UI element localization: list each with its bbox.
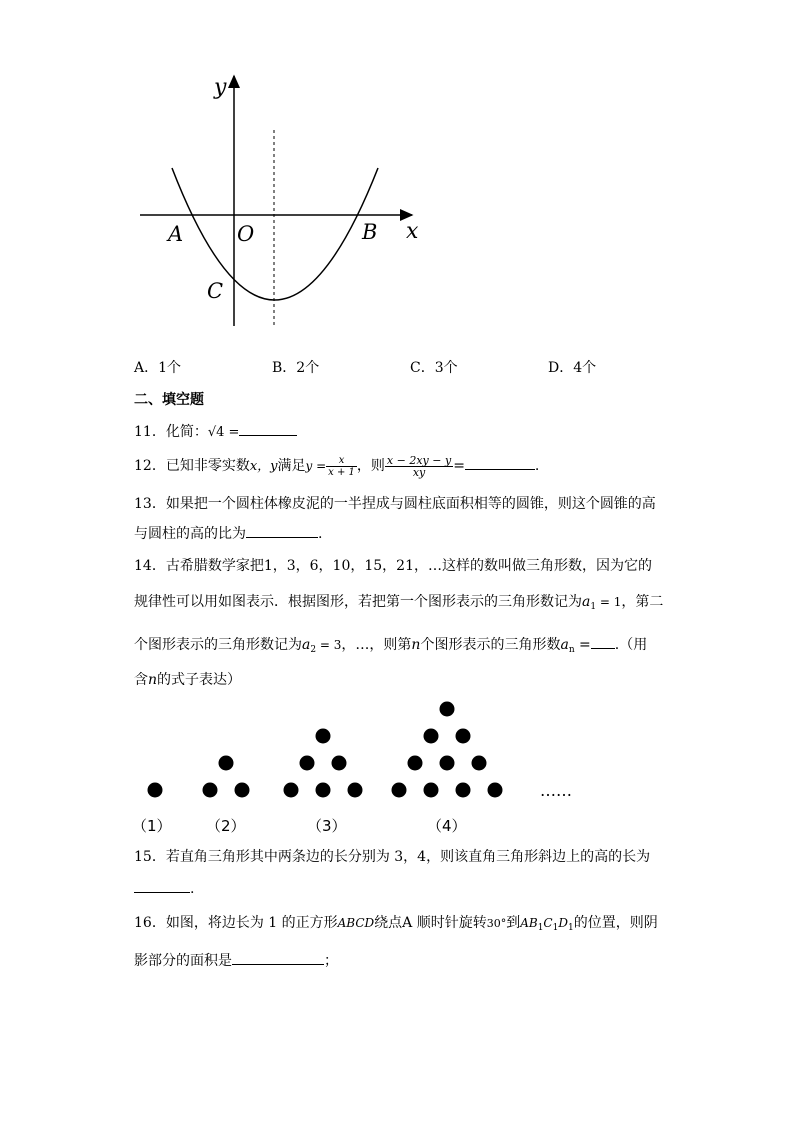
answer-blank-13[interactable] (246, 523, 318, 538)
answer-blank-11[interactable] (239, 421, 297, 436)
answer-blank-15[interactable] (134, 878, 190, 893)
dot-fig3 (316, 729, 331, 744)
figure-label-3: （3） (307, 817, 347, 835)
dot-fig4 (440, 756, 455, 771)
label-y: y (214, 75, 227, 100)
label-C: C (207, 279, 224, 303)
label-O: O (237, 222, 255, 246)
dot-fig2 (219, 756, 234, 771)
figure-label-1: （1） (132, 817, 172, 835)
answer-blank-16[interactable] (232, 950, 324, 965)
parabola-graph (130, 68, 430, 338)
answer-blank-12[interactable] (465, 455, 535, 470)
sqrt-expression: √4 = (207, 425, 240, 440)
dot-fig2 (203, 783, 218, 798)
dot-fig4 (408, 756, 423, 771)
dot-fig3 (332, 756, 347, 771)
question-14-line1: 14．古希腊数学家把1，3，6，10，15，21，…这样的数叫做三角形数，因为它的 (134, 558, 652, 574)
question-14-line2: 规律性可以用如图表示．根据图形，若把第一个图形表示的三角形数记为$a_1 = 1$，第二 (134, 594, 664, 612)
choice-d: D．4个 (548, 360, 597, 376)
fraction-2: $\frac{x - 2xy - y}{xy}$ (386, 453, 452, 479)
dot-fig4 (472, 756, 487, 771)
dot-fig4 (424, 783, 439, 798)
figure-label-4: （4） (427, 817, 467, 835)
figure-label-2: （2） (206, 817, 246, 835)
dot-group (148, 702, 503, 798)
question-14-line4: 含n的式子表达） (134, 672, 242, 688)
question-16-line1: 16．如图，将边长为 1 的正方形ABCD绕点A 顺时针旋转30°到$AB_1C_1D_1$的位置，则阴 (134, 915, 658, 933)
triangular-number-figures (130, 690, 610, 810)
dot-fig4 (488, 783, 503, 798)
question-13-line2: 与圆柱的高的比为 . (134, 523, 322, 544)
label-A: A (168, 222, 184, 246)
question-11: 11．化简：√4 = (134, 421, 297, 443)
dot-fig3 (284, 783, 299, 798)
question-15-line2: . (134, 878, 194, 899)
ellipsis: …… (540, 781, 572, 800)
parabola-curve (172, 168, 378, 300)
choice-a: A．1个 (134, 360, 182, 376)
dot-fig4 (392, 783, 407, 798)
question-14-line3: 个图形表示的三角形数记为$a_2 = 3$，…，则第n个图形表示的三角形数$a_n$ = .（用 (134, 634, 647, 660)
question-13-line1: 13．如果把一个圆柱体橡皮泥的一半捏成与圆柱底面积相等的圆锥，则这个圆锥的高 (134, 496, 656, 512)
question-15-line1: 15．若直角三角形其中两条边的长分别为 3，4，则该直角三角形斜边上的高的长为 (134, 849, 651, 865)
dot-fig4 (456, 783, 471, 798)
question-12: 12．已知非零实数x，y满足y = $\frac{x}{x + 1}$ ，则 $\frac{x - 2xy - y}{xy}$ = . (134, 453, 540, 479)
dot-fig4 (440, 702, 455, 717)
choice-c: C．3个 (410, 360, 458, 376)
dot-fig3 (300, 756, 315, 771)
label-x: x (406, 219, 419, 244)
fraction-1: $\frac{x}{x + 1}$ (328, 454, 355, 478)
dot-fig2 (235, 783, 250, 798)
dot-fig3 (348, 783, 363, 798)
dot-fig4 (456, 729, 471, 744)
question-16-line2: 影部分的面积是 ； (134, 950, 338, 971)
dot-fig4 (424, 729, 439, 744)
section-title: 二、填空题 (134, 392, 204, 408)
dot-fig1 (148, 783, 163, 798)
choice-b: B．2个 (272, 360, 320, 376)
answer-blank-14[interactable] (591, 634, 615, 649)
label-B: B (362, 220, 378, 244)
dot-fig3 (316, 783, 331, 798)
